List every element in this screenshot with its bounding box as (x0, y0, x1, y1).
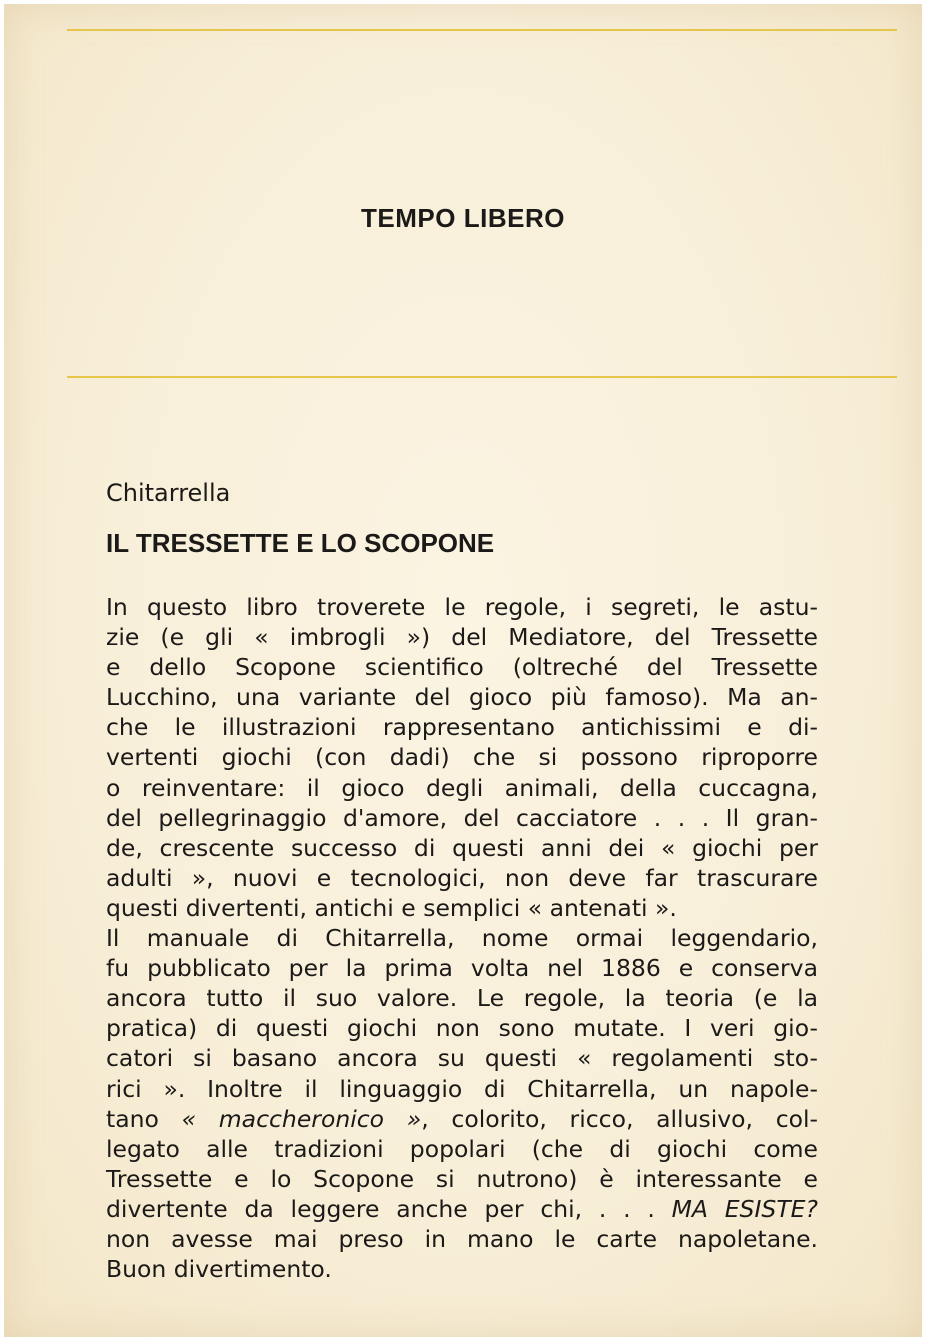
book-author: Chitarrella (106, 479, 231, 507)
blurb-line: zie (e gli « imbrogli ») del Mediatore, del Tressette (106, 623, 818, 652)
blurb-line: pratica) di questi giochi non sono mutate. I veri gio- (106, 1014, 818, 1043)
blurb-line: legato alle tradizioni popolari (che di giochi come (106, 1134, 818, 1163)
blurb-line-text: divertente da leggere anche per chi, . . . (106, 1194, 672, 1223)
blurb-line: adulti », nuovi e tecnologici, non deve far trascurare (106, 863, 818, 892)
middle-divider (67, 376, 897, 378)
blurb-line: In questo libro troverete le regole, i segreti, le astu- (106, 593, 818, 621)
blurb-line: Tressette e lo Scopone si nutrono) è interessante e (106, 1164, 818, 1193)
blurb-line: vertenti giochi (con dadi) che si possono riproporre (106, 743, 818, 772)
blurb-line: fu pubblicato per la prima volta nel 1886 e conserva (106, 954, 818, 983)
italic-term: « maccheronico » (181, 1104, 422, 1133)
blurb-line-text: tano (106, 1104, 182, 1133)
blurb-line: del pellegrinaggio d'amore, del cacciatore . . . Il gran- (106, 803, 818, 832)
blurb-line: non avesse mai preso in mano le carte napoletane. (106, 1224, 818, 1253)
blurb-line: Il manuale di Chitarrella, nome ormai leggendario, (106, 924, 818, 953)
blurb-line-with-italic (106, 1194, 818, 1224)
blurb-text (106, 592, 818, 1284)
blurb-line: rici ». Inoltre il linguaggio di Chitarrella, un napole- (106, 1074, 818, 1103)
blurb-line: questi divertenti, antichi e semplici « antenati ». (106, 893, 677, 922)
series-title: TEMPO LIBERO (361, 203, 565, 233)
blurb-line: Lucchino, una variante del gioco più famoso). Ma an- (106, 683, 818, 712)
blurb-line-text: , colorito, ricco, allusivo, col- (421, 1104, 819, 1133)
top-divider (67, 29, 897, 31)
book-title: IL TRESSETTE E LO SCOPONE (106, 528, 495, 558)
italic-phrase: MA ESISTE? (671, 1194, 818, 1223)
blurb-line: catori si basano ancora su questi « regolamenti sto- (106, 1044, 818, 1073)
blurb-line: Buon divertimento. (106, 1255, 332, 1284)
blurb-line-with-italic (106, 1104, 818, 1134)
blurb-line: ancora tutto il suo valore. Le regole, la teoria (e la (106, 984, 818, 1013)
blurb-line: e dello Scopone scientifico (oltreché del Tressette (106, 653, 818, 682)
blurb-line: de, crescente successo di questi anni dei « giochi per (106, 833, 818, 862)
blurb-line: che le illustrazioni rappresentano antichissimi e di- (106, 713, 818, 742)
blurb-line: o reinventare: il gioco degli animali, della cuccagna, (106, 773, 818, 802)
